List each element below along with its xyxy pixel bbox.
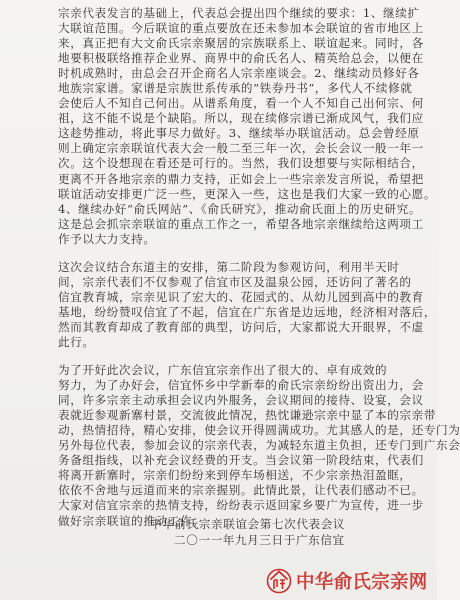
text-line: 然而其教育却成了教育部的典型，访问后，大家都说大开眼界，不虚: [58, 319, 424, 334]
text-line: 基地，纷纷赞叹信宜了不起，信宜在广东省是边远地，经济相对落后，: [58, 304, 437, 319]
text-line: 这次会议结合东道主的安排，第二阶段为参观访问，利用半天时: [58, 259, 400, 274]
text-line: 依依不舍地与远道而来的宗亲握别。此情此景，让代表们感动不已。: [58, 483, 424, 498]
text-line: 表就近参观新寨村景，交流彼此情况，热忱谦逊宗亲中显了本的宗亲带: [58, 408, 437, 423]
text-line: 次。这个设想现在看还是可行的。当然，我们设想要与实际相结合，: [58, 156, 424, 171]
text-line: 信宜教育城，宗亲见识了宏大的、花园式的、从幼儿园到高中的教育: [58, 289, 424, 304]
document-body: [58, 6, 460, 529]
text-line: 间，宗亲代表们不仅参观了信宜市区及温泉公园，还访问了著名的: [58, 274, 412, 289]
yu-clan-seal-logo-icon: [266, 568, 292, 594]
site-watermark: [266, 568, 428, 594]
paragraph-requirements: [58, 6, 437, 247]
text-line: 联谊活动安排更广泛一些，更深入一些，这也是我们大家一致的心愿。: [58, 186, 437, 201]
text-line: 务备组指线，以补充会议经费的开支。当会议第一阶段结束，代表们: [58, 453, 424, 468]
text-line: 地族宗家谱。家谱是宗族世系传承的“铁券丹书”，多代人不续修就: [58, 81, 413, 96]
text-line: 时机成熟时，由总会召开企商名人宗亲座谈会。2、继续动员修好各: [58, 66, 420, 81]
signature-organization: 中华俞氏宗亲联谊会第七次代表会议: [150, 517, 346, 531]
text-line: 这趁势推动，将此事尽力做好。3、继续举办联谊活动。总会曾经原: [58, 126, 420, 141]
text-line: 则上确定宗亲联谊代表大会一般二至三年一次，会长会议一般一年一: [58, 141, 424, 156]
text-line: 此行。: [58, 334, 95, 349]
paragraph-visit: [58, 259, 437, 350]
text-line: 另外每位代表，参加会议的宗亲代表，为减轻东道主负担，还专门到广东会: [58, 438, 460, 453]
text-line: 做好宗亲联谊的推动工作。: [58, 513, 205, 528]
text-line: 大联谊范围。今后联谊的重点要放在还未参加本会联谊的省市地区上: [58, 21, 424, 36]
text-line: 地要积极联络推荐企业界、商界中的俞氏名人、精英给总会，以便在: [58, 51, 424, 66]
text-line: 作予以大力支持。: [58, 231, 156, 246]
text-line: 为了开好此次会议，广东信宜宗亲作出了很大的、卓有成效的: [58, 363, 388, 378]
text-line: 这是总会抓宗亲联谊的重点工作之一，希望各地宗亲继续给这两项工: [58, 216, 424, 231]
text-line: 会使后人不知自己何出。从谱系角度，看一个人不知自己出何宗、何: [58, 96, 424, 111]
text-line: 同，许多宗亲主动承担会议内外服务，会议期间的接待、设宴，会议: [58, 393, 424, 408]
text-line: 来，真正把有大文俞氏宗亲聚居的宗族联系上、联谊起来。同时，各: [58, 36, 424, 51]
text-line: 大家对信宜宗亲的热情支持，纷纷表示返回家乡要广为宣传，进一步: [58, 498, 424, 513]
text-line: 将离开新寨时，宗亲们纷纷来到停车场相送，不少宗亲热泪盈眶，: [58, 468, 412, 483]
paragraph-thanks: [58, 363, 460, 529]
watermark-text: 中华俞氏宗亲网: [296, 572, 428, 593]
signature-date: 二〇一一年九月三日于广东信宜: [174, 533, 345, 547]
text-line: 努力，为了办好会，信宜怀乡中学新奉的俞氏宗亲纷纷出资出力，会: [58, 378, 424, 393]
text-line: 宗亲代表发言的基础上，代表总会提出四个继续的要求：1、继续扩: [58, 6, 420, 20]
text-line: 4、继续办好“俞氏网站”、《俞氏研究》，推动俞氏面上的历史研究。: [58, 201, 422, 216]
text-line: 更离不开各地宗亲的鼎力支持，正如会上一些宗亲发言所说，希望把: [58, 171, 424, 186]
text-line: 祖，这不能不说是个缺陷。所以，现在续修宗谱已渐成风气，我们应: [58, 111, 424, 126]
signature-block: [150, 516, 400, 548]
text-line: 动，热情招待，精心安排，使会议开得圆满成功。尤其感人的是，还专门为: [58, 423, 460, 438]
